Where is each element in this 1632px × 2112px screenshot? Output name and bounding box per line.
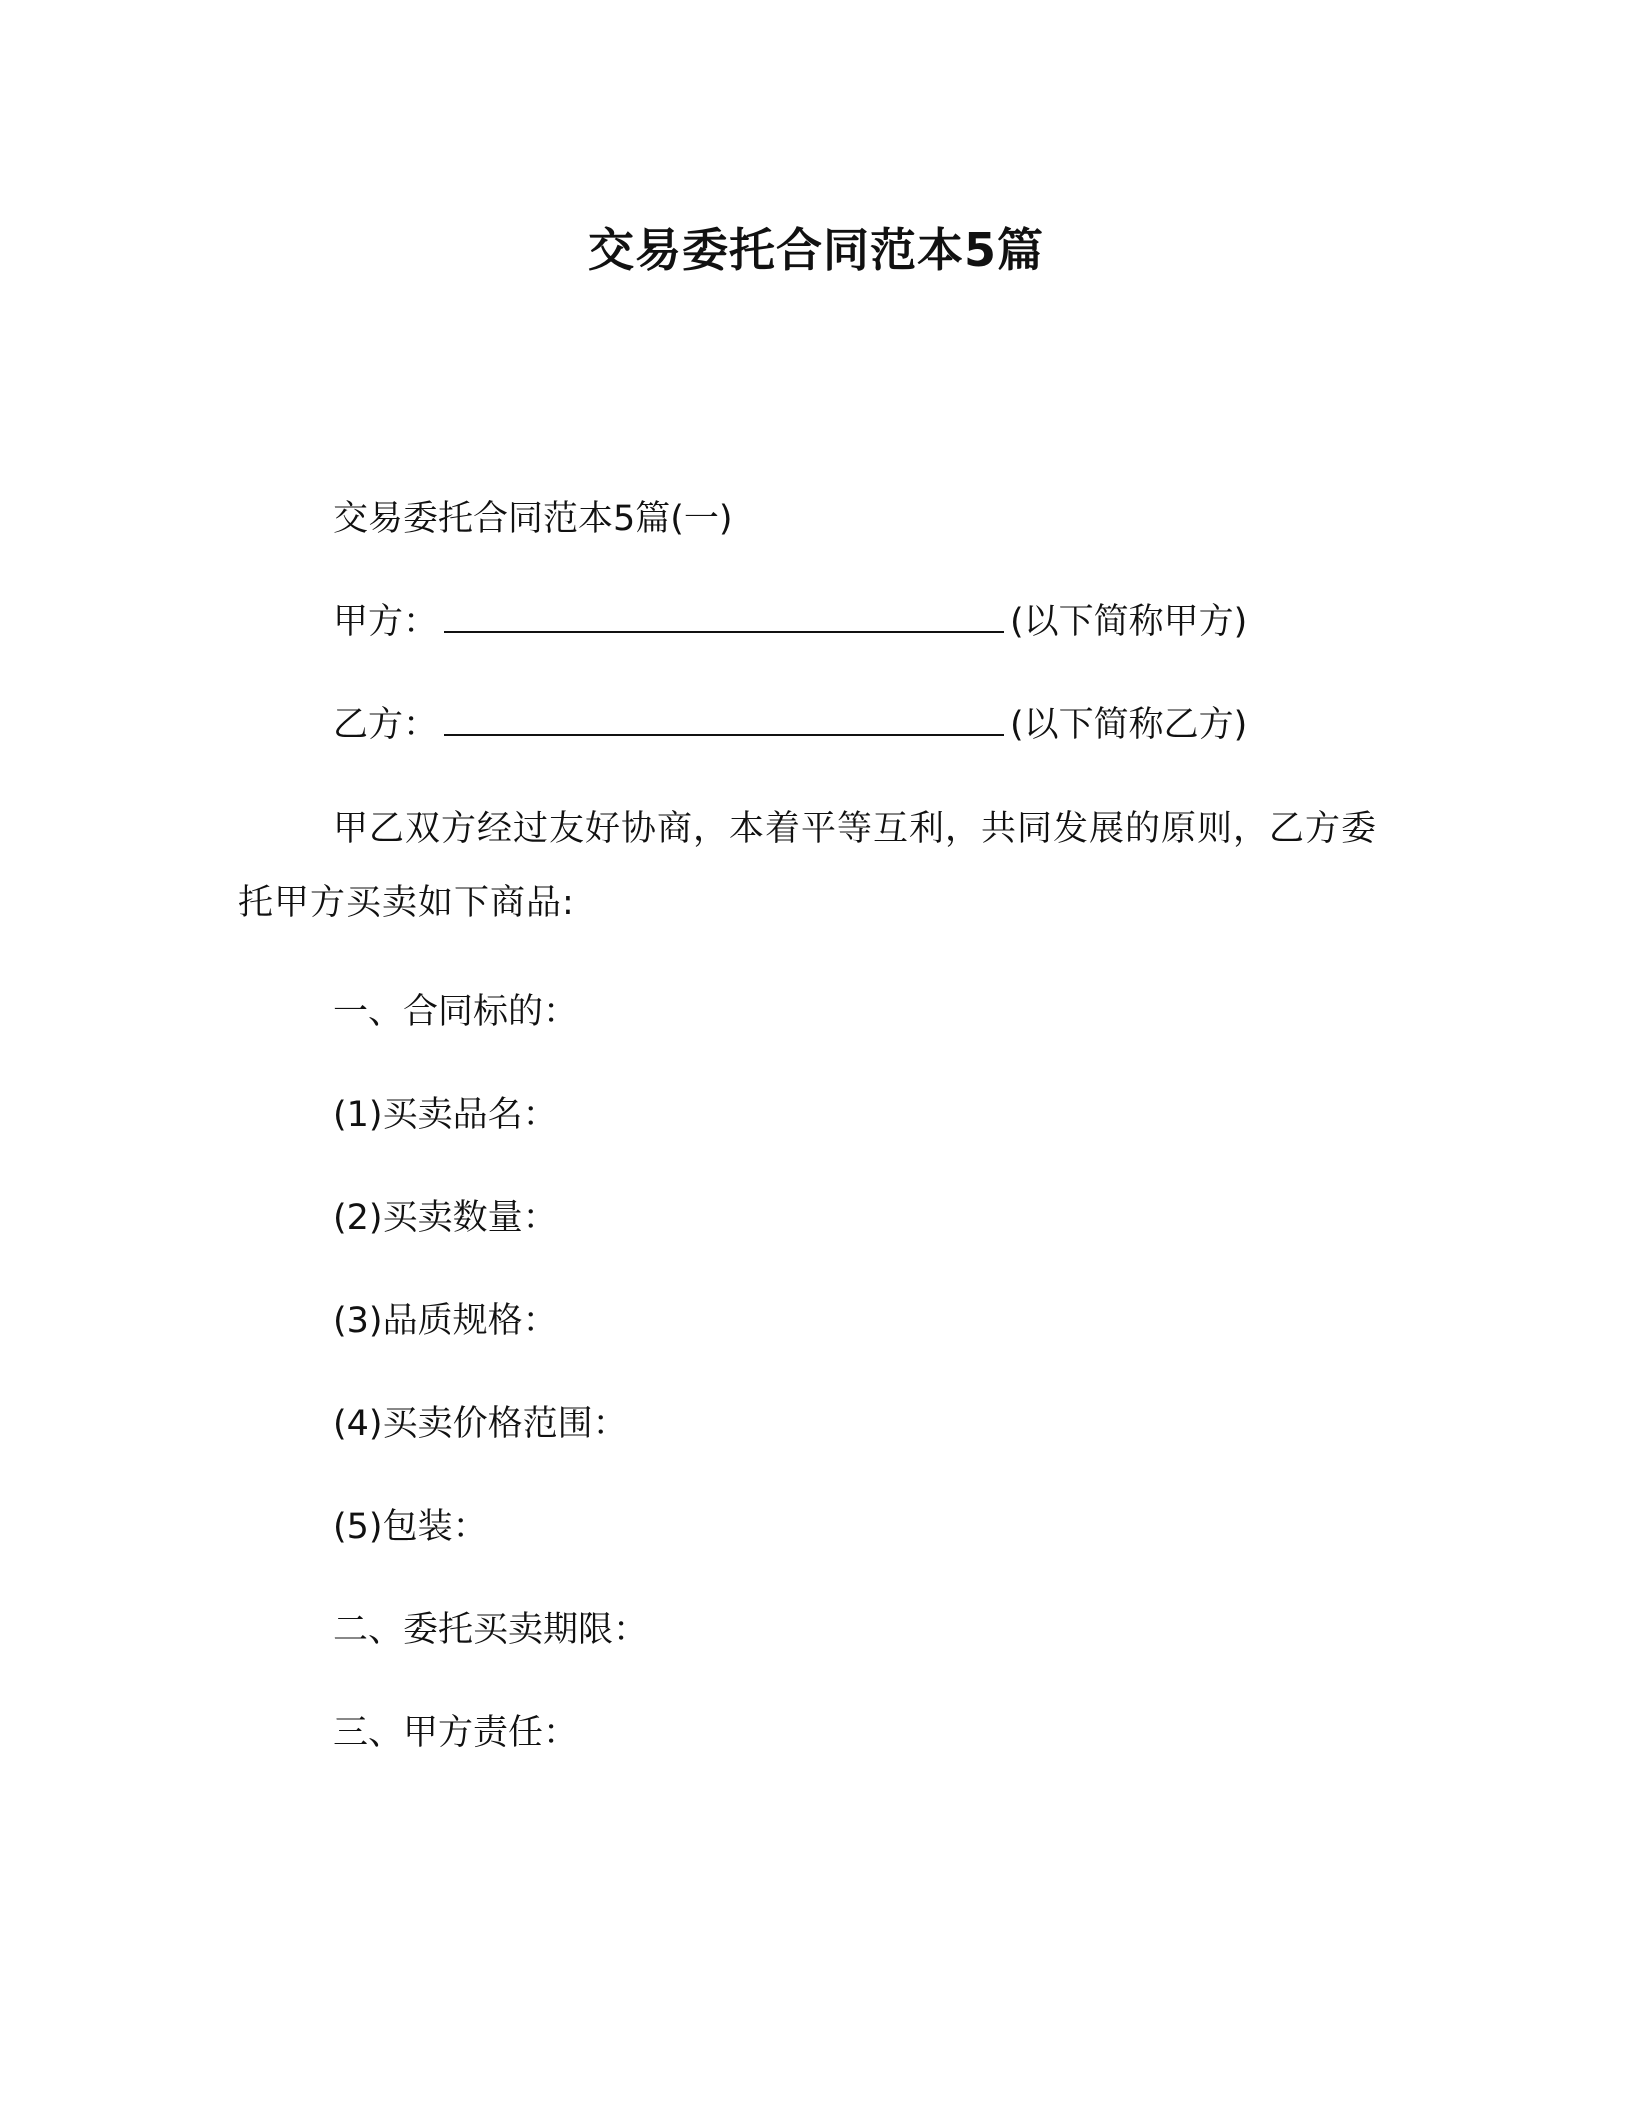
party-b-blank[interactable] <box>444 704 1004 736</box>
party-a-blank[interactable] <box>444 601 1004 633</box>
item-packaging: (5)包装： <box>333 1507 488 1547</box>
contract-subtitle: 交易委托合同范本5篇(一) <box>333 499 733 539</box>
section-contract-subject: 一、合同标的： <box>333 992 579 1032</box>
party-b-suffix: (以下简称乙方) <box>1010 705 1248 745</box>
party-b-label: 乙方： <box>333 705 439 745</box>
section-party-a-duty: 三、甲方责任： <box>333 1713 579 1753</box>
item-price-range: (4)买卖价格范围： <box>333 1404 628 1444</box>
item-quantity: (2)买卖数量： <box>333 1198 558 1238</box>
document-title: 交易委托合同范本5篇 <box>587 223 1044 277</box>
party-a-line <box>333 600 1247 644</box>
party-a-suffix: (以下简称甲方) <box>1010 602 1248 642</box>
intro-paragraph: 甲乙双方经过友好协商，本着平等互利，共同发展的原则，乙方委托甲方买卖如下商品: <box>238 809 1378 923</box>
party-a-label: 甲方： <box>333 602 439 642</box>
item-product-name: (1)买卖品名： <box>333 1095 558 1135</box>
party-b-line <box>333 703 1247 747</box>
item-quality-spec: (3)品质规格： <box>333 1301 558 1341</box>
section-entrust-period: 二、委托买卖期限： <box>333 1610 649 1650</box>
